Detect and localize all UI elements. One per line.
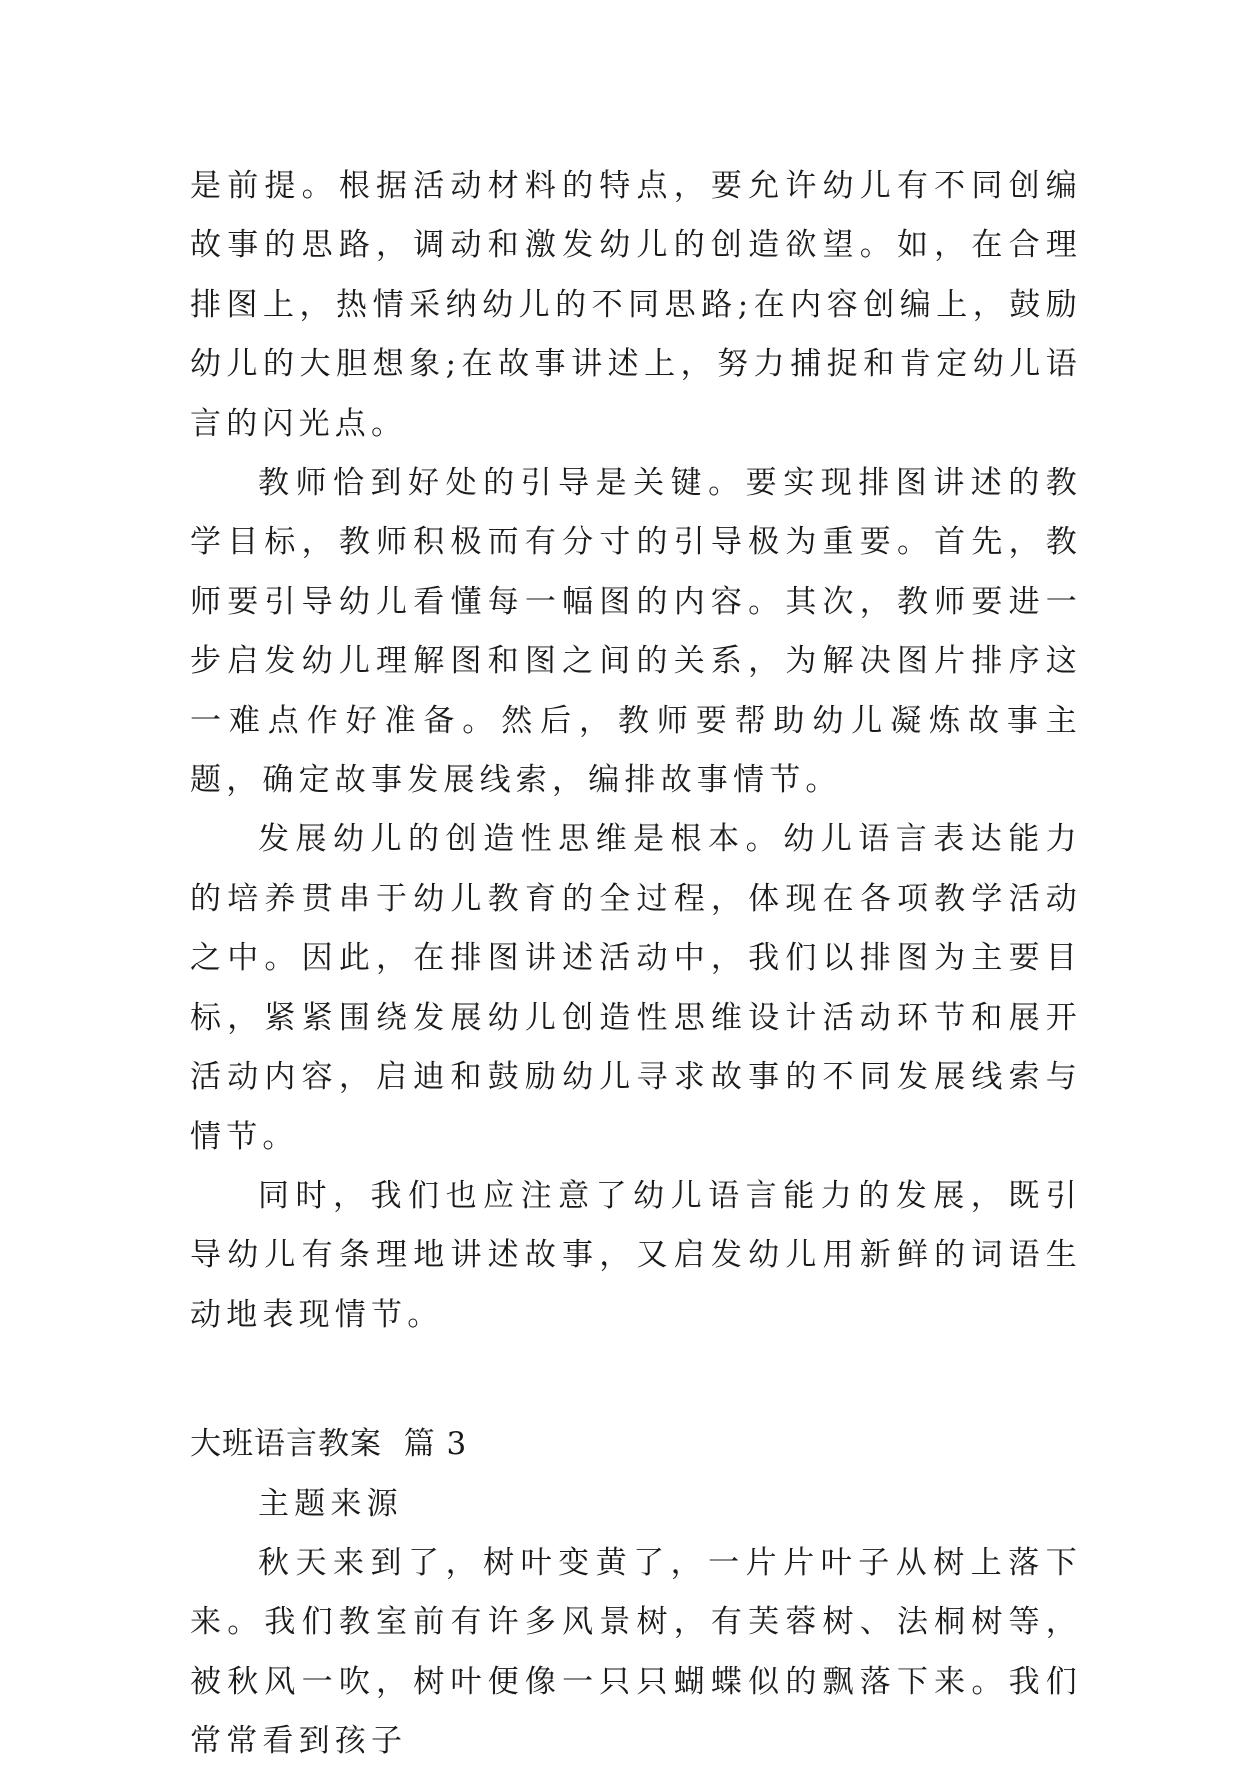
subheading-theme-source: 主题来源 [258,1485,403,1522]
paragraph-language-ability: 同时，我们也应注意了幼儿语言能力的发展，既引导幼儿有条理地讲述故事，又启发幼儿用新鲜的词语生动地表现情节。 [190,1177,1082,1333]
paragraph-creative-thinking: 发展幼儿的创造性思维是根本。幼儿语言表达能力的培养贯串于幼儿教育的全过程，体现在各项教学活动之中。因此，在排图讲述活动中，我们以排图为主要目标，紧紧围绕发展幼儿创造性思维设计活动环节和展开活动内容，启迪和鼓励幼儿寻求故事的不同发展线索与情节。 [190,821,1082,1155]
section-title: 大班语言教案 篇 3 [190,1426,468,1463]
document-body [190,157,1082,1772]
paragraph-autumn: 秋天来到了，树叶变黄了，一片片叶子从树上落下来。我们教室前有许多风景树，有芙蓉树、法桐树等，被秋风一吹，树叶便像一只只蝴蝶似的飘落下来。我们常常看到孩子 [190,1544,1082,1760]
paragraph-continuation: 是前提。根据活动材料的特点，要允许幼儿有不同创编故事的思路，调动和激发幼儿的创造欲望。如，在合理排图上，热情采纳幼儿的不同思路;在内容创编上，鼓励幼儿的大胆想象;在故事讲述上，努力捕捉和肯定幼儿语言的闪光点。 [190,168,1082,442]
paragraph-teacher-guidance: 教师恰到好处的引导是关键。要实现排图讲述的教学目标，教师积极而有分寸的引导极为重要。首先，教师要引导幼儿看懂每一幅图的内容。其次，教师要进一步启发幼儿理解图和图之间的关系，为解决图片排序这一难点作好准备。然后，教师要帮助幼儿凝炼故事主题，确定故事发展线索，编排故事情节。 [190,465,1082,799]
